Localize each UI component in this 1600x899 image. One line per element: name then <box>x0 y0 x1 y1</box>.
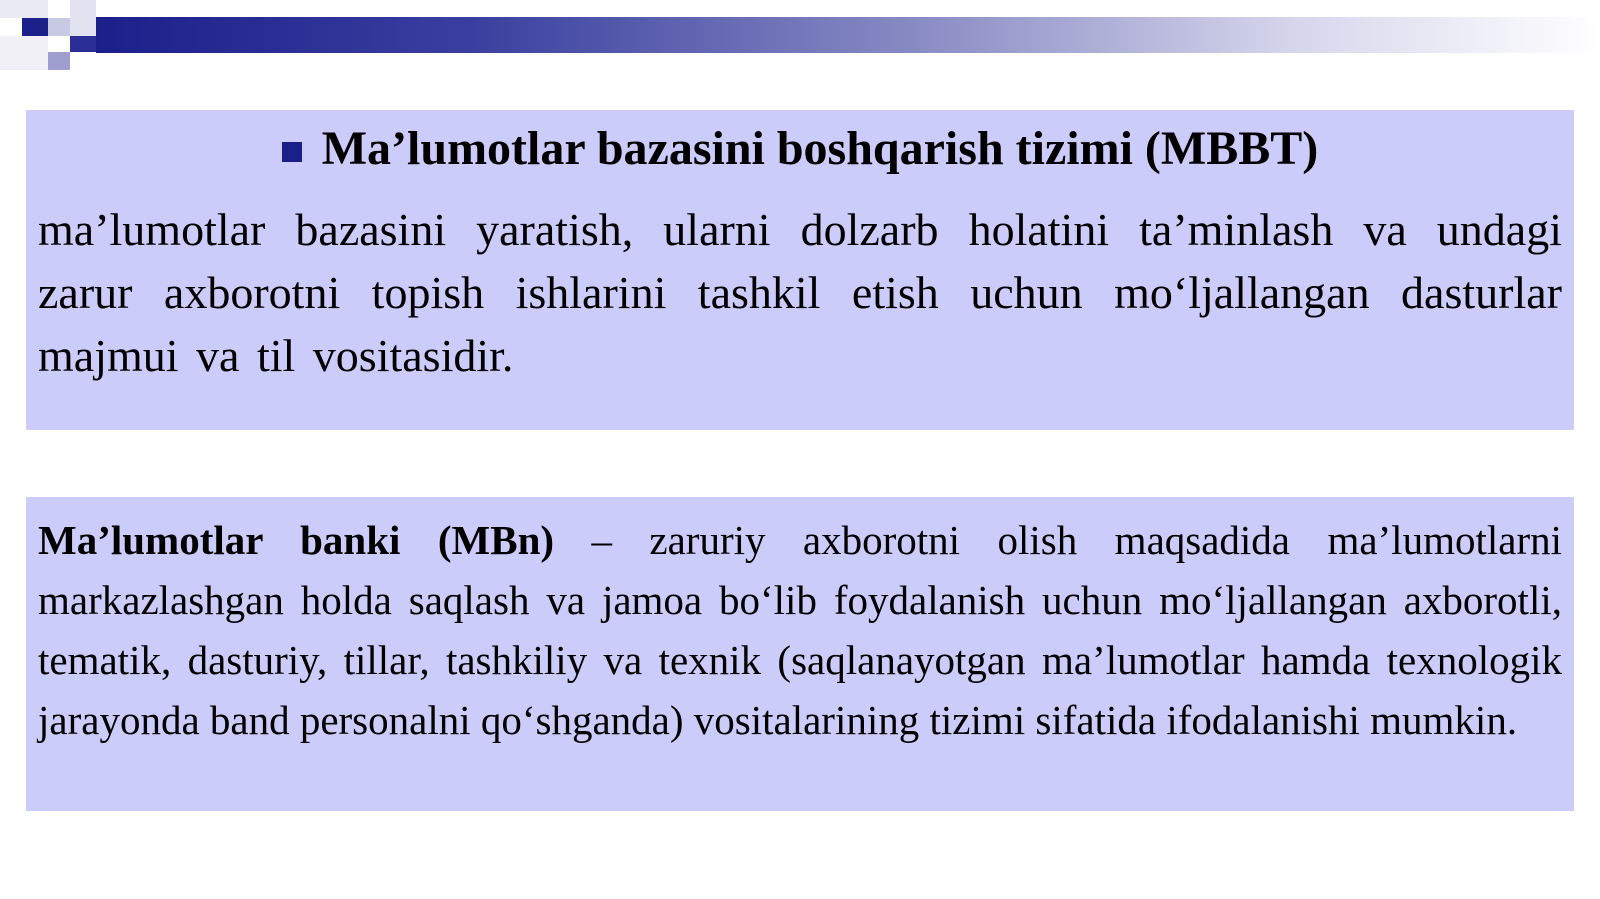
header-decor-square <box>70 36 96 52</box>
header-decor-square <box>22 18 48 36</box>
header-decor-square <box>70 0 96 36</box>
definition-text: ma’lumotlar bazasini yaratish, ularni dolzarb holatini ta’minlash va undagi zarur axborotni topish ishlarini tashkil etish uchun mo‘ljallangan dasturlar majmui va til vositasidir. <box>38 204 1562 381</box>
header-decor-square <box>48 18 70 36</box>
definition-text: – zaruriy axborotni olish maqsadida ma’lumotlarni markazlashgan holda saqlash va jamoa bo‘lib foydalanish uchun mo‘ljallangan axborotli, tematik, dasturiy, tillar, tashkiliy va texnik (saqlanayotgan ma’lumotlar hamda texnologik jarayonda band personalni qo‘shganda) vositalarining tizimi sifatida ifodalanishi mumkin. <box>38 517 1562 743</box>
definition-title-text: Ma’lumotlar bazasini boshqarish tizimi (MBBT) <box>321 122 1319 175</box>
header-decor-square <box>48 52 70 70</box>
definition-title <box>38 120 1562 178</box>
definition-box-mbbt <box>26 110 1574 430</box>
definition-term: Ma’lumotlar banki (MBn) <box>38 517 555 563</box>
header-gradient-band <box>96 17 1600 53</box>
header-decor-square <box>0 36 48 70</box>
definition-box-mbn <box>26 497 1574 811</box>
header-decor-square <box>0 0 48 18</box>
definition-paragraph <box>38 510 1562 750</box>
square-bullet-icon <box>282 142 302 162</box>
